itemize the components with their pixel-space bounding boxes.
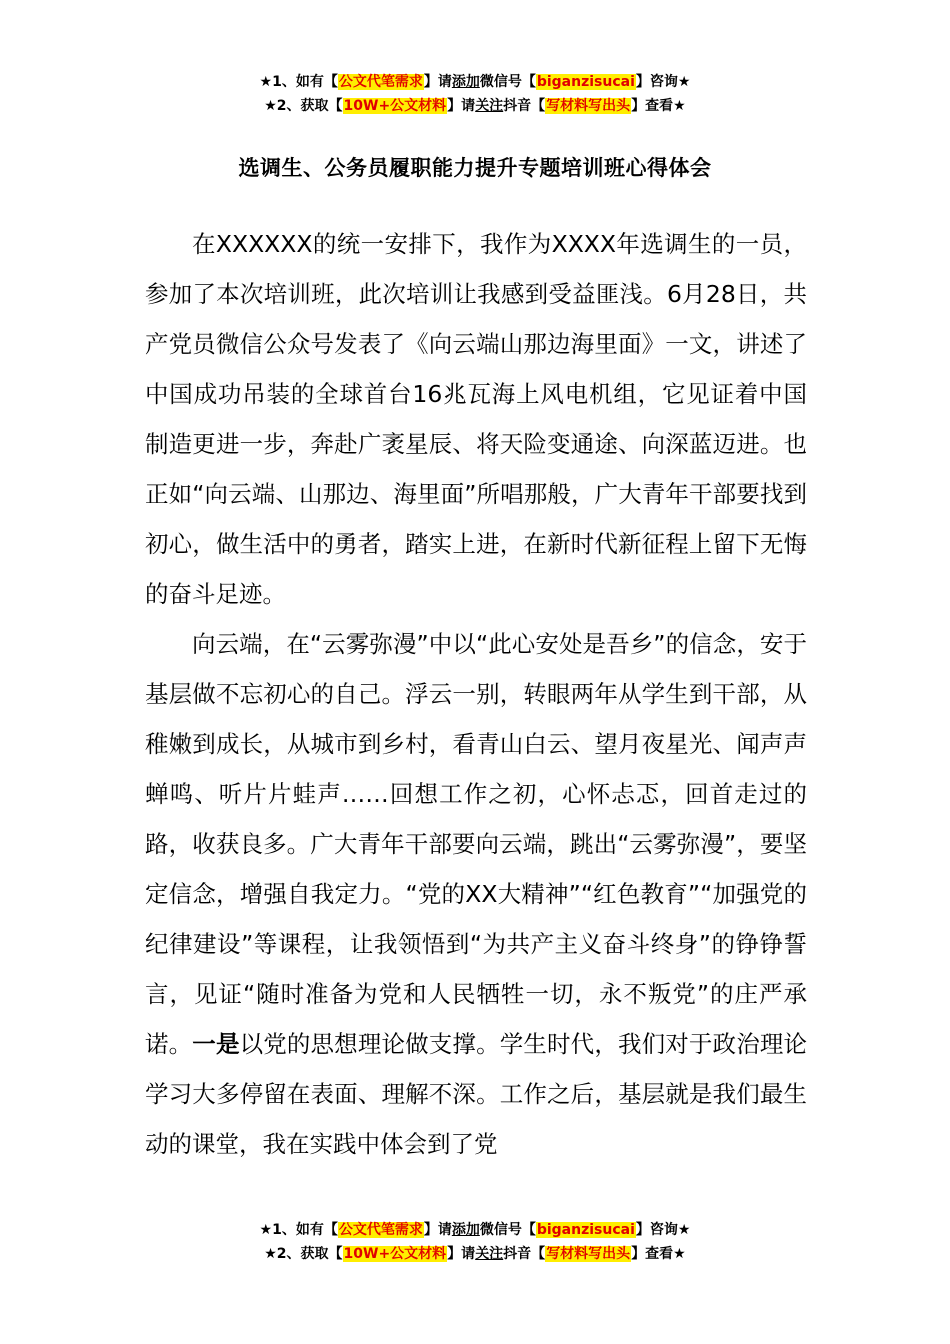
- ad-highlight: 10W+公文材料: [343, 98, 447, 114]
- paragraph-2-bold-marker: 一是: [192, 1030, 240, 1058]
- ad-text: 】请: [447, 1246, 476, 1262]
- paragraph-2: [145, 619, 807, 1169]
- ad-emphasis: 添加: [451, 74, 480, 90]
- header-ad-line-2: [0, 94, 950, 118]
- ad-text: 微信号【: [479, 1222, 536, 1238]
- header-ad-line-1: [0, 70, 950, 94]
- ad-highlight: 公文代笔需求: [338, 74, 423, 90]
- ad-emphasis: 添加: [451, 1222, 480, 1238]
- footer-ad-banner: [0, 1218, 950, 1266]
- ad-text: 】查看★: [631, 98, 686, 114]
- ad-text: 】查看★: [631, 1246, 686, 1262]
- ad-highlight-douyin-id: 写材料写出头: [546, 98, 631, 114]
- ad-emphasis: 关注: [475, 1246, 504, 1262]
- ad-highlight: 10W+公文材料: [343, 1246, 447, 1262]
- paragraph-2-text-continued: 以党的思想理论做支撑。学生时代，我们对于政治理论学习大多停留在表面、理解不深。工作之后，基层就是我们最生动的课堂，我在实践中体会到了党: [145, 1030, 808, 1158]
- header-ad-banner: [0, 70, 950, 118]
- document-body: [145, 219, 807, 1169]
- paragraph-1: 在XXXXXX的统一安排下，我作为XXXX年选调生的一员，参加了本次培训班，此次培训让我感到受益匪浅。6月28日，共产党员微信公众号发表了《向云端山那边海里面》一文，讲述了中国成功吊装的全球首台16兆瓦海上风电机组，它见证着中国制造更进一步，奔赴广袤星辰、将天险变通途、向深蓝迈进。也正如“向云端、山那边、海里面”所唱那般，广大青年干部要找到初心，做生活中的勇者，踏实上进，在新时代新征程上留下无悔的奋斗足迹。: [145, 230, 807, 608]
- ad-text: ★1、如有【: [259, 74, 338, 90]
- ad-highlight-douyin-id: 写材料写出头: [546, 1246, 631, 1262]
- footer-ad-line-2: [0, 1242, 950, 1266]
- document-title: 选调生、公务员履职能力提升专题培训班心得体会: [238, 156, 712, 180]
- ad-text: 】请: [423, 74, 452, 90]
- ad-highlight: 公文代笔需求: [338, 1222, 423, 1238]
- ad-highlight-wechat-id: biganzisucai: [536, 1222, 635, 1238]
- ad-text: 抖音【: [503, 1246, 546, 1262]
- ad-text: 】请: [423, 1222, 452, 1238]
- ad-text: ★2、获取【: [264, 1246, 343, 1262]
- paragraph-2-text: 向云端，在“云雾弥漫”中以“此心安处是吾乡”的信念，安于基层做不忘初心的自己。浮云一别，转眼两年从学生到干部，从稚嫩到成长，从城市到乡村，看青山白云、望月夜星光、闻声声蝉鸣、听片片蛙声……回想工作之初，心怀忐忑，回首走过的路，收获良多。广大青年干部要向云端，跳出“云雾弥漫”，要坚定信念，增强自我定力。“党的XX大精神”“红色教育”“加强党的纪律建设”等课程，让我领悟到“为共产主义奋斗终身”的铮铮誓言，见证“随时准备为党和人民牺牲一切，永不叛党”的庄严承诺。: [145, 630, 807, 1058]
- ad-text: 抖音【: [503, 98, 546, 114]
- ad-highlight-wechat-id: biganzisucai: [536, 74, 635, 90]
- ad-emphasis: 关注: [475, 98, 504, 114]
- ad-text: 】请: [447, 98, 476, 114]
- ad-text: ★1、如有【: [259, 1222, 338, 1238]
- ad-text: 微信号【: [479, 74, 536, 90]
- ad-text: 】咨询★: [635, 1222, 691, 1238]
- ad-text: 】咨询★: [635, 74, 691, 90]
- footer-ad-line-1: [0, 1218, 950, 1242]
- ad-text: ★2、获取【: [264, 98, 343, 114]
